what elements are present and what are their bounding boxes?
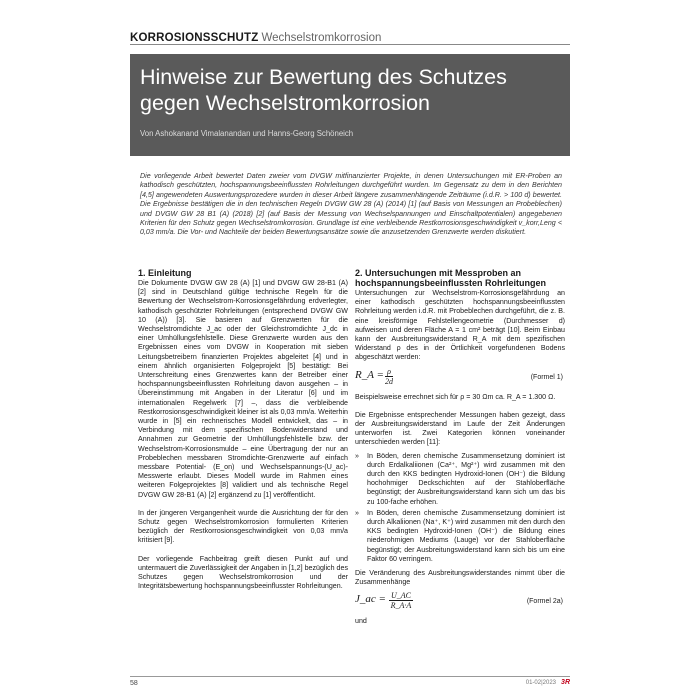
section-subtitle: Wechselstromkorrosion xyxy=(261,32,382,44)
formula-2-numerator: U_AC xyxy=(391,591,411,601)
right-paragraph-5: und xyxy=(355,617,367,626)
page-footer xyxy=(130,676,570,689)
title-line-2: gegen Wechselstromkorrosion xyxy=(140,91,430,115)
formula-2-denominator: R_A·A xyxy=(390,601,412,611)
title-line-1: Hinweise zur Bewertung des Schutzes xyxy=(140,65,507,89)
right-paragraph-2: Beispielsweise errechnet sich für ρ = 30 Ωm ca. R_A = 1.300 Ω. xyxy=(355,392,556,401)
formula-2 xyxy=(355,591,565,613)
list-item-text: In Böden, deren chemische Zusammensetzung dominiert ist durch Erdalkaliionen (Ca²⁺, Mg²⁺) wird zusammen mit den durch den KKS bedingten Hydroxid-Ionen (OH⁻) die Bildung hochohmiger Deckschichten auf der Stahloberfläche begünstigt; der Ausbreitungswiderstand kann sich um das bis zu 100-fache erhöhen. xyxy=(367,451,565,506)
left-paragraph-3: Der vorliegende Fachbeitrag greift diesen Punkt auf und untermauert die Zuverlässigkeit der Angaben in [1,2] bezüglich des Schutzes gegen Wechselstromkorrosion und der Integritätsbewertung hochspannungsbeeinflusster Rohrleitungen. xyxy=(138,554,348,591)
title-band xyxy=(130,54,570,156)
section-keyword: KORROSIONSSCHUTZ xyxy=(130,32,259,44)
section-header xyxy=(130,28,570,45)
article-title xyxy=(140,64,565,116)
bullet-marker-icon: » xyxy=(355,508,359,517)
heading-einleitung: 1. Einleitung xyxy=(138,268,192,278)
left-paragraph-1: Die Dokumente DVGW GW 28 (A) [1] und DVGW GW 28-B1 (A) [2] sind in Deutschland gültige technische Regeln für die Bewertung der Wechselstrom-Korrosionsgefährdung erdverlegter, kathodisch geschützter Rohrleitungen (entsprechend DVGW GW 10 (A)) [3]. Sie basieren auf Grenzwerten für die Wechselstromdichte J_ac oder der Gleichstromdichte J_dc in einer Umhüllungsfehlstelle. Diese Grenzwerte wurden aus den Ergebnissen eines vom DVGW in Kooperation mit sieben Leitungsbetreibern finanzierten Projektes abgeleitet [4] und in einem ähnlich organisierten Folgeprojekt [5] bestätigt: Bei Unterschreitung eines Grenzwertes kann der Betreiber einer hochspannungsbeeinflussten Rohrleitung davon ausgehen – in Übereinstimmung mit Angaben in der Literatur [6] und im internationalen Regelwerk [7] –, dass die verbleibende Restkorrosionsgeschwindigkeit kleiner ist als 0,03 mm/a. Weiterhin wurde in [5] ein rechnerisches Modell entwickelt, das – in Verbindung mit dem spezifischen Bodenwiderstand und Annahmen zur Geometrie der Umhüllungsfehlstelle bzw. der Wechselstrom-Korrosionsmulde – eine Übertragung der nur an Probeblechen messbaren Stromdichte-Grenzwerte auf einfach messbare Potential- (E_on) und Wechselspannungs-(U_ac)-Messwerte erlaubt. Dieses Modell wurde im Rahmen eines weiteren Folgeprojektes [8] validiert und als technische Regel DVGW GW 28-B1 (A) [2] ergänzend zu [1] veröffentlicht. xyxy=(138,279,348,499)
page-number: 58 xyxy=(130,680,138,687)
list-item xyxy=(355,509,565,564)
left-paragraph-2: In der jüngeren Vergangenheit wurde die Ausrichtung der für den Schutz gegen Wechselstromkorrosion formulierten Kriterien bezüglich der Restkorrosionsgeschwindigkeit von 0,03 mm/a kritisiert [9]. xyxy=(138,508,348,545)
formula-1-numerator: ρ xyxy=(385,367,393,377)
formula-1-denominator: 2d xyxy=(385,376,393,386)
formula-2-fraction xyxy=(389,591,413,610)
left-column xyxy=(138,268,348,601)
right-paragraph-4: Die Veränderung des Ausbreitungswiderstandes nimmt über die Zusammenhänge xyxy=(355,569,565,587)
bullet-marker-icon: » xyxy=(355,451,359,460)
formula-1-fraction xyxy=(385,367,393,386)
right-paragraph-1: Untersuchungen zur Wechselstrom-Korrosionsgefährdung an einer kathodisch geschützten hochspannungsbeeinflussten Rohrleitung werden i.d.R. mit Probeblechen durchgeführt, die z. B. eine kreisförmige Fehlstellengeometrie (Durchmesser d) aufweisen und deren Fläche A = 1 cm² beträgt [10]. Beim Einbau kann der Ausbreitungswiderstand R_A mit dem spezifischen Widerstand ρ des in der Örtlichkeit vorgefundenen Bodens abgeschätzt werden: xyxy=(355,289,565,362)
bullet-list xyxy=(355,452,565,564)
right-column xyxy=(355,268,565,636)
formula-1 xyxy=(355,367,565,389)
formula-1-label: (Formel 1) xyxy=(530,373,563,381)
list-item-text: In Böden, deren chemische Zusammensetzung dominiert ist durch Alkaliionen (Na⁺, K⁺) wird zusammen mit den durch den KKS bedingten Hydroxid-Ionen (OH⁻) die Bildung eines niederohmigen Mediums (Lauge) vor der Stahloberfläche begünstigt; der Ausbreitungswiderstand kann sich bis um eine Faktor 60 verringern. xyxy=(367,508,565,563)
right-paragraph-3: Die Ergebnisse entsprechender Messungen haben gezeigt, dass der Ausbreitungswiderstand im Laufe der Zeit Änderungen unterworfen ist. Zwei Kategorien können voneinander unterschieden werden [11]: xyxy=(355,410,565,447)
heading-untersuchungen: 2. Untersuchungen mit Messproben an hochspannungsbeeinflussten Rohrleitungen xyxy=(355,268,547,288)
article-authors: Von Ashokanand Vimalanandan und Hanns-Georg Schöneich xyxy=(140,129,354,138)
issue-label: 01-02|2023 xyxy=(525,680,556,686)
list-item xyxy=(355,452,565,507)
article-abstract: Die vorliegende Arbeit bewertet Daten zweier vom DVGW mitfinanzierter Projekte, in denen Untersuchungen mit ER-Proben an kathodisch geschützten, hochspannungsbeeinflussten Rohrleitungen durchgeführt wurden. Im Gegensatz zu dem in den Berichten [4,5] angewendeten Auswertungsprozedere wurden in dieser Arbeit längere zusammenhängende Zeiträume (i.d.R. > 100 d) bewertet. Die Ergebnisse bestätigen die in den technischen Regeln DVGW GW 28 (A) (2014) [1] (auf Basis von Messungen an Probeblechen) und DVGW GW 28 B1 (A) (2018) [2] (auf Basis der Messung von Wechselspannungen und Einschaltpotentialen) angegebenen Kriterien für den Schutz gegen Wechselstromkorrosion. Grundlage ist eine verbleibende Restkorrosionsgeschwindigkeit v_korr,Leng < 0,03 mm/a. Die Vor- und Nachteile der beiden Bewertungsansätze sowie die anzusetzenden Grenzwerte werden diskutiert. xyxy=(140,172,562,237)
publisher-logo: 3R xyxy=(561,679,570,686)
formula-2-lhs: J_ac = xyxy=(355,593,386,606)
formula-2-label: (Formel 2a) xyxy=(526,598,563,606)
formula-1-lhs: R_A = xyxy=(355,368,384,381)
